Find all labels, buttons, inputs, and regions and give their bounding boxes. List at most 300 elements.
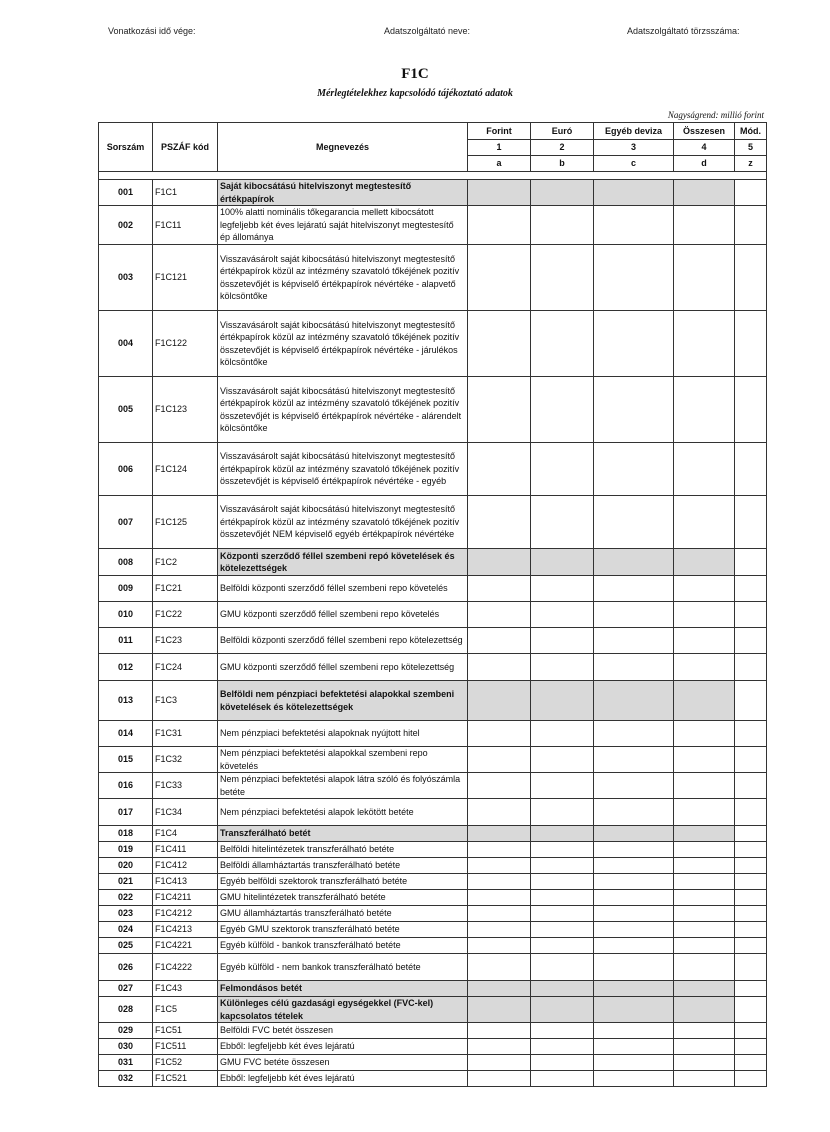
value-cell-forint[interactable] [468, 938, 531, 954]
row-number: 009 [99, 576, 153, 602]
row-description: Nem pénzpiaci befektetési alapoknak nyújtott hitel [218, 721, 468, 747]
value-cell-egyeb-deviza[interactable] [594, 681, 674, 721]
value-cell-euro[interactable] [531, 180, 594, 206]
value-cell-mod[interactable] [735, 858, 767, 874]
value-cell-egyeb-deviza[interactable] [594, 1055, 674, 1071]
value-cell-mod[interactable] [735, 938, 767, 954]
table-row [99, 1023, 767, 1039]
value-cell-mod[interactable] [735, 1023, 767, 1039]
value-cell-euro[interactable] [531, 245, 594, 311]
row-number: 004 [99, 311, 153, 377]
row-number: 023 [99, 906, 153, 922]
value-cell-forint[interactable] [468, 721, 531, 747]
value-cell-egyeb-deviza[interactable] [594, 906, 674, 922]
value-cell-osszesen[interactable] [674, 206, 735, 245]
col-number: 5 [735, 140, 767, 156]
value-cell-osszesen[interactable] [674, 890, 735, 906]
row-code: F1C121 [153, 245, 218, 311]
value-cell-mod[interactable] [735, 654, 767, 681]
value-cell-euro[interactable] [531, 954, 594, 981]
value-cell-forint[interactable] [468, 890, 531, 906]
row-description: Egyéb külföld - nem bankok transzferálható betéte [218, 954, 468, 981]
row-number: 005 [99, 377, 153, 443]
table-row [99, 311, 767, 377]
header-megnevezes: Megnevezés [218, 123, 468, 172]
table-row [99, 1055, 767, 1071]
value-cell-mod[interactable] [735, 180, 767, 206]
table-row [99, 826, 767, 842]
value-cell-osszesen[interactable] [674, 906, 735, 922]
table-row [99, 874, 767, 890]
value-cell-forint[interactable] [468, 1039, 531, 1055]
header-pszaf: PSZÁF kód [153, 123, 218, 172]
value-cell-egyeb-deviza[interactable] [594, 443, 674, 496]
value-cell-euro[interactable] [531, 826, 594, 842]
value-cell-osszesen[interactable] [674, 496, 735, 549]
col-number: 1 [468, 140, 531, 156]
value-cell-egyeb-deviza[interactable] [594, 1023, 674, 1039]
value-cell-forint[interactable] [468, 747, 531, 773]
value-cell-osszesen[interactable] [674, 576, 735, 602]
value-cell-mod[interactable] [735, 842, 767, 858]
value-cell-egyeb-deviza[interactable] [594, 874, 674, 890]
value-cell-mod[interactable] [735, 799, 767, 826]
row-number: 016 [99, 773, 153, 799]
value-cell-forint[interactable] [468, 826, 531, 842]
value-cell-euro[interactable] [531, 906, 594, 922]
table-row [99, 747, 767, 773]
value-cell-mod[interactable] [735, 826, 767, 842]
table-row [99, 681, 767, 721]
value-cell-forint[interactable] [468, 576, 531, 602]
row-description: Belföldi központi szerződő féllel szembeni repo követelés [218, 576, 468, 602]
value-cell-mod[interactable] [735, 981, 767, 997]
value-cell-forint[interactable] [468, 922, 531, 938]
row-number: 014 [99, 721, 153, 747]
row-description: Visszavásárolt saját kibocsátású hitelviszonyt megtestesítő értékpapírok közül az intézmény szavatoló tőkéjének pozitív összetevőjét is képviselő értékpapírok névértéke - alapvető kölcsöntőke [218, 245, 468, 311]
value-cell-euro[interactable] [531, 576, 594, 602]
value-cell-euro[interactable] [531, 858, 594, 874]
row-number: 006 [99, 443, 153, 496]
value-cell-osszesen[interactable] [674, 997, 735, 1023]
row-number: 030 [99, 1039, 153, 1055]
page-subtitle: Mérlegtételekhez kapcsolódó tájékoztató adatok [317, 88, 513, 99]
value-cell-euro[interactable] [531, 773, 594, 799]
value-cell-mod[interactable] [735, 1039, 767, 1055]
col-letter: d [674, 156, 735, 172]
value-cell-euro[interactable] [531, 721, 594, 747]
row-number: 021 [99, 874, 153, 890]
table-row [99, 938, 767, 954]
value-cell-mod[interactable] [735, 997, 767, 1023]
row-number: 028 [99, 997, 153, 1023]
row-description: Nem pénzpiaci befektetési alapok lekötött betéte [218, 799, 468, 826]
row-number: 020 [99, 858, 153, 874]
value-cell-mod[interactable] [735, 549, 767, 576]
value-cell-osszesen[interactable] [674, 858, 735, 874]
row-description: Nem pénzpiaci befektetési alapokkal szembeni repo követelés [218, 747, 468, 773]
value-cell-osszesen[interactable] [674, 681, 735, 721]
value-cell-egyeb-deviza[interactable] [594, 799, 674, 826]
value-cell-forint[interactable] [468, 206, 531, 245]
value-cell-egyeb-deviza[interactable] [594, 922, 674, 938]
row-number: 015 [99, 747, 153, 773]
value-cell-osszesen[interactable] [674, 654, 735, 681]
row-code: F1C122 [153, 311, 218, 377]
value-cell-osszesen[interactable] [674, 602, 735, 628]
row-code: F1C4221 [153, 938, 218, 954]
row-number: 018 [99, 826, 153, 842]
value-cell-mod[interactable] [735, 1071, 767, 1087]
row-code: F1C511 [153, 1039, 218, 1055]
value-cell-osszesen[interactable] [674, 1071, 735, 1087]
value-cell-euro[interactable] [531, 997, 594, 1023]
row-number: 026 [99, 954, 153, 981]
value-cell-forint[interactable] [468, 906, 531, 922]
value-cell-forint[interactable] [468, 654, 531, 681]
value-cell-egyeb-deviza[interactable] [594, 654, 674, 681]
row-number: 012 [99, 654, 153, 681]
value-cell-egyeb-deviza[interactable] [594, 180, 674, 206]
row-number: 008 [99, 549, 153, 576]
value-cell-mod[interactable] [735, 576, 767, 602]
row-code: F1C43 [153, 981, 218, 997]
value-cell-osszesen[interactable] [674, 874, 735, 890]
value-cell-egyeb-deviza[interactable] [594, 549, 674, 576]
value-cell-mod[interactable] [735, 443, 767, 496]
value-cell-egyeb-deviza[interactable] [594, 576, 674, 602]
table-row [99, 206, 767, 245]
value-cell-egyeb-deviza[interactable] [594, 826, 674, 842]
table-row [99, 180, 767, 206]
row-code: F1C5 [153, 997, 218, 1023]
value-cell-euro[interactable] [531, 938, 594, 954]
row-code: F1C2 [153, 549, 218, 576]
value-cell-forint[interactable] [468, 773, 531, 799]
registry-label: Adatszolgáltató törzsszáma: [627, 26, 740, 36]
value-cell-egyeb-deviza[interactable] [594, 1039, 674, 1055]
row-number: 027 [99, 981, 153, 997]
row-description: Felmondásos betét [218, 981, 468, 997]
table-row [99, 858, 767, 874]
row-number: 032 [99, 1071, 153, 1087]
table-row [99, 654, 767, 681]
value-cell-mod[interactable] [735, 206, 767, 245]
row-code: F1C23 [153, 628, 218, 654]
value-cell-mod[interactable] [735, 747, 767, 773]
value-cell-osszesen[interactable] [674, 1039, 735, 1055]
col-letter: b [531, 156, 594, 172]
table-row [99, 1071, 767, 1087]
value-cell-euro[interactable] [531, 1071, 594, 1087]
row-description: GMU központi szerződő féllel szembeni repo követelés [218, 602, 468, 628]
row-code: F1C411 [153, 842, 218, 858]
value-cell-osszesen[interactable] [674, 1055, 735, 1071]
row-code: F1C413 [153, 874, 218, 890]
row-description: Nem pénzpiaci befektetési alapok látra szóló és folyószámla betéte [218, 773, 468, 799]
row-code: F1C32 [153, 747, 218, 773]
value-cell-euro[interactable] [531, 628, 594, 654]
row-number: 025 [99, 938, 153, 954]
col-number: 4 [674, 140, 735, 156]
col-number: 3 [594, 140, 674, 156]
value-cell-forint[interactable] [468, 842, 531, 858]
row-code: F1C521 [153, 1071, 218, 1087]
value-cell-forint[interactable] [468, 874, 531, 890]
value-cell-osszesen[interactable] [674, 245, 735, 311]
value-cell-osszesen[interactable] [674, 826, 735, 842]
value-cell-euro[interactable] [531, 206, 594, 245]
row-code: F1C51 [153, 1023, 218, 1039]
row-description: Belföldi nem pénzpiaci befektetési alapokkal szembeni követelések és kötelezettségek [218, 681, 468, 721]
row-description: Saját kibocsátású hitelviszonyt megtestesítő értékpapírok [218, 180, 468, 206]
value-cell-mod[interactable] [735, 628, 767, 654]
value-cell-forint[interactable] [468, 799, 531, 826]
row-description: Visszavásárolt saját kibocsátású hitelviszonyt megtestesítő értékpapírok közül az intézmény szavatoló tőkéjének pozitív összetevőjét is képviselő értékpapírok névértéke - egyéb [218, 443, 468, 496]
value-cell-euro[interactable] [531, 1055, 594, 1071]
row-code: F1C4211 [153, 890, 218, 906]
value-cell-forint[interactable] [468, 1055, 531, 1071]
row-description: Belföldi FVC betét összesen [218, 1023, 468, 1039]
table-row [99, 377, 767, 443]
value-cell-euro[interactable] [531, 842, 594, 858]
value-cell-mod[interactable] [735, 681, 767, 721]
value-cell-egyeb-deviza[interactable] [594, 245, 674, 311]
value-cell-forint[interactable] [468, 549, 531, 576]
value-cell-euro[interactable] [531, 799, 594, 826]
value-cell-egyeb-deviza[interactable] [594, 842, 674, 858]
value-cell-egyeb-deviza[interactable] [594, 496, 674, 549]
value-cell-mod[interactable] [735, 906, 767, 922]
row-code: F1C3 [153, 681, 218, 721]
row-number: 010 [99, 602, 153, 628]
row-description: Transzferálható betét [218, 826, 468, 842]
value-cell-osszesen[interactable] [674, 747, 735, 773]
row-number: 011 [99, 628, 153, 654]
provider-label: Adatszolgáltató neve: [384, 26, 471, 36]
value-cell-osszesen[interactable] [674, 799, 735, 826]
row-number: 029 [99, 1023, 153, 1039]
value-cell-euro[interactable] [531, 747, 594, 773]
value-cell-osszesen[interactable] [674, 443, 735, 496]
value-cell-mod[interactable] [735, 377, 767, 443]
table-row [99, 496, 767, 549]
value-cell-mod[interactable] [735, 602, 767, 628]
report-table [98, 122, 767, 1087]
value-cell-mod[interactable] [735, 922, 767, 938]
row-code: F1C1 [153, 180, 218, 206]
table-row [99, 906, 767, 922]
row-code: F1C34 [153, 799, 218, 826]
value-cell-egyeb-deviza[interactable] [594, 997, 674, 1023]
value-cell-forint[interactable] [468, 628, 531, 654]
value-cell-egyeb-deviza[interactable] [594, 311, 674, 377]
value-cell-mod[interactable] [735, 890, 767, 906]
value-cell-egyeb-deviza[interactable] [594, 954, 674, 981]
row-description: Egyéb külföld - bankok transzferálható betéte [218, 938, 468, 954]
value-cell-forint[interactable] [468, 443, 531, 496]
value-cell-forint[interactable] [468, 1023, 531, 1039]
header-mod: Mód. [735, 123, 767, 140]
row-description: Központi szerződő féllel szembeni repó követelések és kötelezettségek [218, 549, 468, 576]
row-description: GMU hitelintézetek transzferálható betéte [218, 890, 468, 906]
value-cell-osszesen[interactable] [674, 922, 735, 938]
table-row [99, 842, 767, 858]
row-description: Egyéb GMU szektorok transzferálható betéte [218, 922, 468, 938]
row-number: 022 [99, 890, 153, 906]
header-forint: Forint [468, 123, 531, 140]
table-row [99, 922, 767, 938]
row-number: 002 [99, 206, 153, 245]
table-row [99, 981, 767, 997]
value-cell-euro[interactable] [531, 443, 594, 496]
value-cell-euro[interactable] [531, 1039, 594, 1055]
value-cell-osszesen[interactable] [674, 938, 735, 954]
value-cell-euro[interactable] [531, 981, 594, 997]
row-description: Különleges célú gazdasági egységekkel (FVC-kel) kapcsolatos tételek [218, 997, 468, 1023]
col-letter: c [594, 156, 674, 172]
value-cell-osszesen[interactable] [674, 311, 735, 377]
unit-note: Nagyságrend: millió forint [667, 110, 764, 120]
header-sorszam: Sorszám [99, 123, 153, 172]
header-euro: Euró [531, 123, 594, 140]
row-description: Visszavásárolt saját kibocsátású hitelviszonyt megtestesítő értékpapírok közül az intézmény szavatoló tőkéjének pozitív összetevőjét is képviselő értékpapírok névértéke - alárendelt kölcsöntőke [218, 377, 468, 443]
row-description: Belföldi központi szerződő féllel szembeni repo kötelezettség [218, 628, 468, 654]
row-code: F1C123 [153, 377, 218, 443]
value-cell-egyeb-deviza[interactable] [594, 1071, 674, 1087]
value-cell-egyeb-deviza[interactable] [594, 773, 674, 799]
value-cell-forint[interactable] [468, 180, 531, 206]
value-cell-osszesen[interactable] [674, 773, 735, 799]
table-row [99, 443, 767, 496]
table-row [99, 890, 767, 906]
row-code: F1C4222 [153, 954, 218, 981]
value-cell-forint[interactable] [468, 496, 531, 549]
col-letter: z [735, 156, 767, 172]
row-code: F1C33 [153, 773, 218, 799]
value-cell-egyeb-deviza[interactable] [594, 206, 674, 245]
value-cell-forint[interactable] [468, 602, 531, 628]
table-row [99, 997, 767, 1023]
table-row [99, 773, 767, 799]
value-cell-osszesen[interactable] [674, 721, 735, 747]
row-number: 024 [99, 922, 153, 938]
row-code: F1C31 [153, 721, 218, 747]
row-code: F1C4 [153, 826, 218, 842]
value-cell-forint[interactable] [468, 981, 531, 997]
header-egyeb-deviza: Egyéb deviza [594, 123, 674, 140]
value-cell-egyeb-deviza[interactable] [594, 602, 674, 628]
value-cell-egyeb-deviza[interactable] [594, 628, 674, 654]
value-cell-osszesen[interactable] [674, 954, 735, 981]
table-row [99, 721, 767, 747]
row-description: Egyéb belföldi szektorok transzferálható betéte [218, 874, 468, 890]
value-cell-osszesen[interactable] [674, 377, 735, 443]
value-cell-forint[interactable] [468, 245, 531, 311]
value-cell-forint[interactable] [468, 1071, 531, 1087]
value-cell-egyeb-deviza[interactable] [594, 858, 674, 874]
value-cell-euro[interactable] [531, 1023, 594, 1039]
value-cell-forint[interactable] [468, 377, 531, 443]
row-number: 007 [99, 496, 153, 549]
value-cell-osszesen[interactable] [674, 981, 735, 997]
value-cell-forint[interactable] [468, 997, 531, 1023]
value-cell-mod[interactable] [735, 245, 767, 311]
row-code: F1C22 [153, 602, 218, 628]
table-row [99, 549, 767, 576]
row-description: 100% alatti nominális tőkegarancia mellett kibocsátott legfeljebb két éves lejáratú saját hitelviszonyt megtestesítő ép állománya [218, 206, 468, 245]
value-cell-forint[interactable] [468, 311, 531, 377]
row-description: Belföldi államháztartás transzferálható betéte [218, 858, 468, 874]
row-description: Belföldi hitelintézetek transzferálható betéte [218, 842, 468, 858]
value-cell-euro[interactable] [531, 922, 594, 938]
row-code: F1C24 [153, 654, 218, 681]
value-cell-euro[interactable] [531, 681, 594, 721]
value-cell-egyeb-deviza[interactable] [594, 747, 674, 773]
value-cell-mod[interactable] [735, 1055, 767, 1071]
col-number: 2 [531, 140, 594, 156]
row-code: F1C11 [153, 206, 218, 245]
value-cell-euro[interactable] [531, 377, 594, 443]
value-cell-osszesen[interactable] [674, 1023, 735, 1039]
value-cell-mod[interactable] [735, 721, 767, 747]
row-number: 013 [99, 681, 153, 721]
period-label: Vonatkozási idő vége: [108, 26, 196, 36]
value-cell-forint[interactable] [468, 681, 531, 721]
row-code: F1C4212 [153, 906, 218, 922]
value-cell-forint[interactable] [468, 954, 531, 981]
table-row [99, 576, 767, 602]
value-cell-egyeb-deviza[interactable] [594, 377, 674, 443]
value-cell-osszesen[interactable] [674, 628, 735, 654]
value-cell-euro[interactable] [531, 496, 594, 549]
value-cell-mod[interactable] [735, 773, 767, 799]
value-cell-mod[interactable] [735, 496, 767, 549]
value-cell-egyeb-deviza[interactable] [594, 938, 674, 954]
value-cell-euro[interactable] [531, 602, 594, 628]
value-cell-osszesen[interactable] [674, 180, 735, 206]
value-cell-osszesen[interactable] [674, 842, 735, 858]
col-letter: a [468, 156, 531, 172]
value-cell-forint[interactable] [468, 858, 531, 874]
value-cell-euro[interactable] [531, 549, 594, 576]
value-cell-euro[interactable] [531, 890, 594, 906]
value-cell-osszesen[interactable] [674, 549, 735, 576]
value-cell-egyeb-deviza[interactable] [594, 890, 674, 906]
value-cell-egyeb-deviza[interactable] [594, 721, 674, 747]
row-description: GMU államháztartás transzferálható betéte [218, 906, 468, 922]
value-cell-mod[interactable] [735, 874, 767, 890]
page-title: F1C [401, 66, 429, 82]
value-cell-euro[interactable] [531, 311, 594, 377]
value-cell-mod[interactable] [735, 954, 767, 981]
value-cell-euro[interactable] [531, 874, 594, 890]
row-description: Visszavásárolt saját kibocsátású hitelviszonyt megtestesítő értékpapírok közül az intézmény szavatoló tőkéjének pozitív összetevőjét NEM képviselő egyéb értékpapírok névértéke [218, 496, 468, 549]
row-code: F1C4213 [153, 922, 218, 938]
row-number: 003 [99, 245, 153, 311]
row-description: Ebből: legfeljebb két éves lejáratú [218, 1071, 468, 1087]
value-cell-mod[interactable] [735, 311, 767, 377]
value-cell-egyeb-deviza[interactable] [594, 981, 674, 997]
row-number: 017 [99, 799, 153, 826]
value-cell-euro[interactable] [531, 654, 594, 681]
row-number: 001 [99, 180, 153, 206]
row-code: F1C125 [153, 496, 218, 549]
table-row [99, 628, 767, 654]
row-description: GMU központi szerződő féllel szembeni repo kötelezettség [218, 654, 468, 681]
table-row [99, 799, 767, 826]
row-number: 031 [99, 1055, 153, 1071]
